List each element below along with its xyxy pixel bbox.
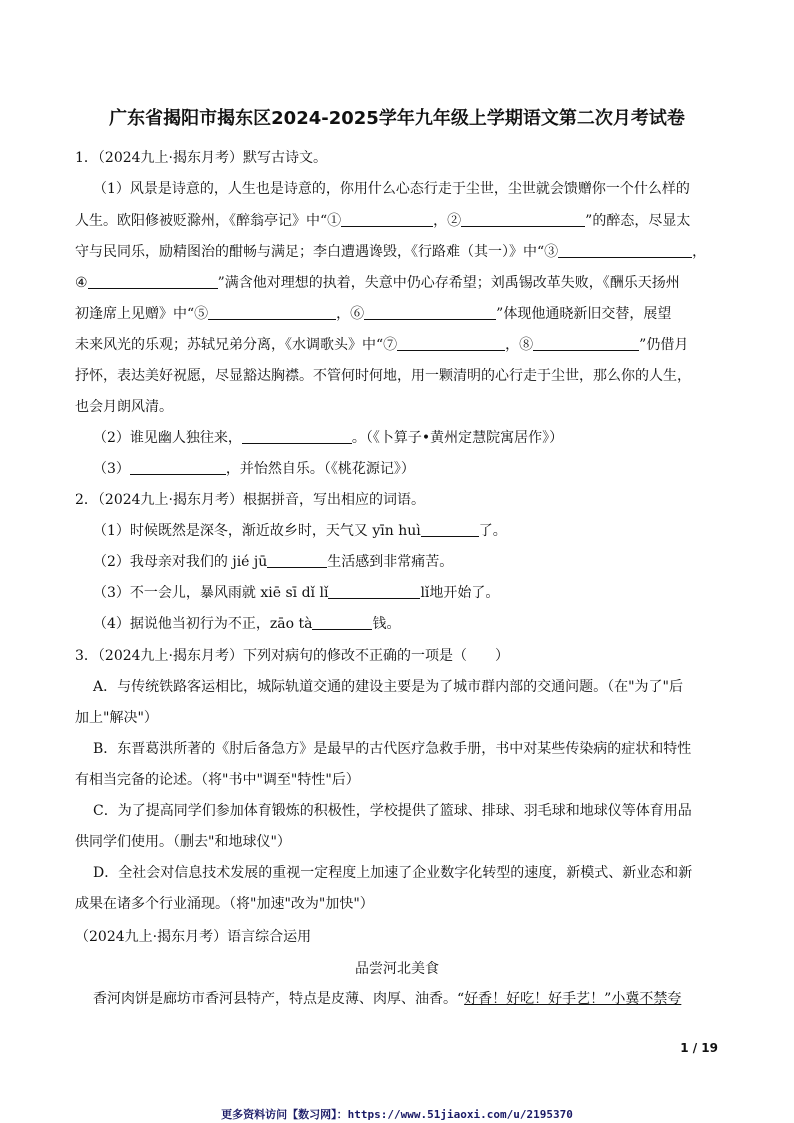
answer-blank-8[interactable] [533,336,639,351]
q1-paragraph-line: 抒怀，表达美好祝愿，尽显豁达胸襟。不管何时何地，用一颗清明的心行走于尘世，那么你的人生， [75,368,691,384]
text: 。（《卜算子•黄州定慧院寓居作》） [351,430,564,446]
q2-item-1 [93,520,507,540]
answer-blank-4[interactable] [88,274,218,289]
q1-paragraph-line [75,272,680,292]
text: ”满含他对理想的执着，失意中仍心存希望；刘禹锡改革失败，《酬乐天扬州 [217,275,680,291]
text: ， [692,244,707,260]
question-4-head: （2024九上·揭东月考）语言综合运用 [75,929,312,945]
q2-item-2 [93,551,453,571]
text: ”的醉态，尽显太 [585,213,691,229]
text: 初逢席上见赠》中“⑤ [75,306,209,322]
q1-paragraph-line [75,303,671,323]
question-1-head: 1．（2024九上·揭东月考）默写古诗文。 [75,150,327,166]
reading-subtitle: 品尝河北美食 [355,961,439,977]
answer-blank[interactable] [312,615,372,630]
answer-blank-2[interactable] [461,212,585,227]
q4-paragraph-line [93,988,681,1008]
text: 未来风光的乐观；苏轼兄弟分离，《水调歌头》中“⑦ [75,337,398,353]
option-b: B．东晋葛洪所著的《肘后备急方》是最早的古代医疗急救手册，书中对某些传染病的症状和特性 [93,741,692,757]
text: （2）我母亲对我们的 jié jū [93,554,268,570]
option-a: A．与传统铁路客运相比，城际轨道交通的建设主要是为了城市群内部的交通问题。（在"为了"后 [93,679,683,695]
option-c-cont: 供同学们使用。（删去"和地球仪"） [75,834,291,850]
text: 了。 [478,523,507,539]
option-c: C．为了提高同学们参加体育锻炼的积极性，学校提供了篮球、排球、羽毛球和地球仪等体育用品 [93,803,692,819]
q1-item-3 [93,458,415,478]
underlined-text: 好香！好吃！好手艺！”小冀不禁夸 [464,991,682,1007]
option-b-cont: 有相当完备的论述。（将"书中"调至"特性"后） [75,772,360,788]
q1-item-2 [93,427,563,447]
text: ，并怡然自乐。（《桃花源记》） [225,461,415,477]
answer-blank[interactable] [267,553,327,568]
answer-blank-6[interactable] [364,305,496,320]
answer-blank[interactable] [328,584,420,599]
text: 生活感到非常痛苦。 [327,554,454,570]
answer-blank-1[interactable] [341,212,433,227]
text: （2）谁见幽人独往来， [93,430,242,446]
text: （3）不一会儿，暴风雨就 xiē sī dǐ lǐ [93,585,329,601]
option-a-cont: 加上"解决"） [75,710,158,726]
answer-blank[interactable] [421,522,479,537]
text: 钱。 [372,616,401,632]
text: 香河肉饼是廊坊市香河县特产，特点是皮薄、肉厚、油香。“ [93,991,465,1007]
answer-blank-5[interactable] [208,305,336,320]
option-d-cont: 成果在诸多个行业涌现。（将"加速"改为"加快"） [75,896,374,912]
q1-paragraph-line [75,334,688,354]
answer-blank-3[interactable] [558,243,692,258]
question-2-head: 2．（2024九上·揭东月考）根据拼音，写出相应的词语。 [75,492,425,508]
text: （4）据说他当初行为不正，zāo tà [93,616,313,632]
page-title: 广东省揭阳市揭东区2024-2025学年九年级上学期语文第二次月考试卷 [109,108,685,129]
q1-paragraph-line [75,210,690,230]
text: 人生。欧阳修被贬滁州，《醉翁亭记》中“① [75,213,342,229]
text: lǐ地开始了。 [420,585,500,601]
option-d: D．全社会对信息技术发展的重视一定程度上加速了企业数字化转型的速度，新模式、新业态和新 [93,865,693,881]
text: ，⑧ [505,337,534,353]
text: ”体现他通晓新旧交替，展望 [496,306,672,322]
text: ④ [75,275,88,291]
q2-item-4 [93,613,400,633]
text: ”仍借月 [639,337,689,353]
page-number: 1 / 19 [680,1041,718,1055]
answer-blank[interactable] [130,460,226,475]
q2-item-3 [93,582,499,602]
text: （3） [93,461,130,477]
q1-paragraph-line [75,241,706,261]
text: （1）时候既然是深冬，渐近故乡时，天气又 yīn huì [93,523,421,539]
q1-paragraph-line: 也会月朗风清。 [75,399,173,415]
text: 守与民同乐，励精图治的酣畅与满足；李白遭遇谗毁，《行路难（其一）》中“③ [75,244,559,260]
text: ，⑥ [336,306,365,322]
question-3-head: 3．（2024九上·揭东月考）下列对病句的修改不正确的一项是（ ） [75,648,509,664]
answer-blank[interactable] [242,429,352,444]
q1-paragraph-line: （1）风景是诗意的，人生也是诗意的，你用什么心态行走于尘世，尘世就会馈赠你一个什么样的 [93,181,690,197]
footer-link[interactable]: 更多资料访问【数习网】：https://www.51jiaoxi.com/u/2195370 [221,1108,573,1121]
text: ，② [433,213,462,229]
answer-blank-7[interactable] [397,336,505,351]
